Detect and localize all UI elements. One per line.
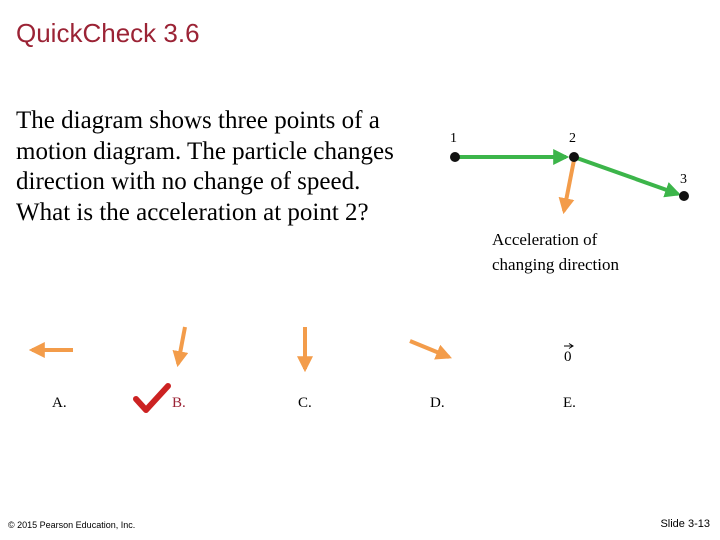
slide-title: QuickCheck 3.6 xyxy=(16,18,200,48)
choice-c-label[interactable]: C. xyxy=(298,395,312,411)
choice-b-label[interactable]: B. xyxy=(172,395,186,411)
slide-number: Slide 3-13 xyxy=(660,518,710,530)
choice-e-zero-vector[interactable]: 0 xyxy=(564,349,572,365)
question-text: The diagram shows three points of a motion diagram. The particle changes direction with no change of speed. What is the acceleration at point 2? xyxy=(16,107,394,226)
point-2-label: 2 xyxy=(569,131,576,146)
choice-e-label[interactable]: E. xyxy=(563,395,576,411)
acceleration-arrow xyxy=(564,160,574,211)
caption-line-1: Acceleration of xyxy=(492,230,598,249)
point-1-dot xyxy=(450,152,460,162)
point-3-label: 3 xyxy=(680,172,687,187)
choice-b-arrow-down-left[interactable] xyxy=(178,327,185,364)
point-1-label: 1 xyxy=(450,131,457,146)
choice-a-label[interactable]: A. xyxy=(52,395,67,411)
caption-line-2: changing direction xyxy=(492,255,619,274)
choice-d-arrow-down-right[interactable] xyxy=(410,341,449,357)
point-3-dot xyxy=(679,191,689,201)
velocity-arrow-2-3 xyxy=(574,157,678,194)
point-2-dot xyxy=(569,152,579,162)
check-mark-icon xyxy=(136,386,168,410)
choice-d-label[interactable]: D. xyxy=(430,395,445,411)
copyright-text: © 2015 Pearson Education, Inc. xyxy=(8,520,136,530)
